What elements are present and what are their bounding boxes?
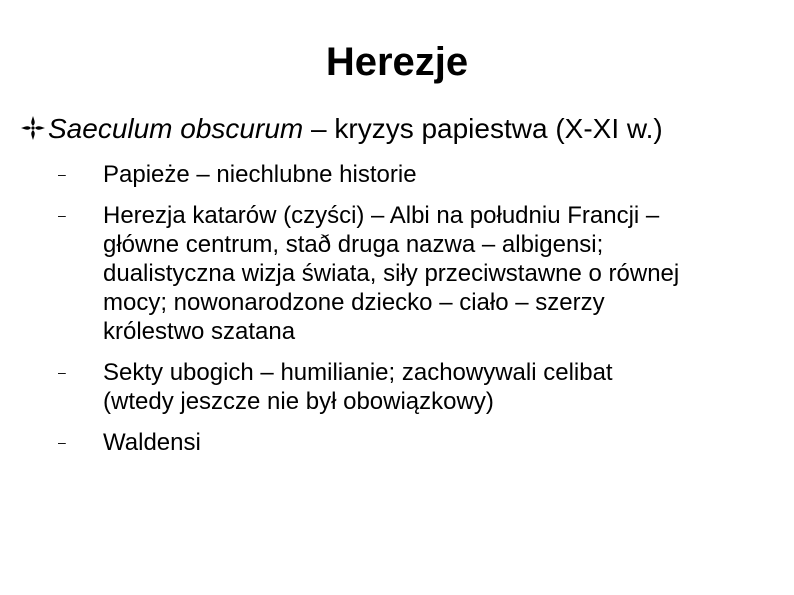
sub-bullet-dash: – — [58, 207, 66, 223]
sub-bullet-dash: – — [58, 166, 66, 182]
sub-bullet-line: Herezja katarów (czyści) – Albi na południu Francji – — [103, 202, 660, 229]
diamond-bullet-icon — [20, 115, 46, 141]
sub-bullet-line: dualistyczna wizja świata, siły przeciwstawne o równej — [103, 260, 680, 287]
sub-bullet-item — [0, 201, 794, 346]
sub-bullet-line: Papieże – niechlubne historie — [103, 161, 417, 188]
sub-bullet-line: mocy; nowonarodzone dziecko – ciało – szerzy — [103, 289, 605, 316]
sub-bullet-text — [103, 201, 783, 346]
sub-bullet-line: główne centrum, stað druga nazwa – albigensi; — [103, 231, 604, 258]
sub-bullet-item — [0, 428, 794, 457]
slide-title: Herezje — [325, 40, 469, 84]
main-bullet-text: – kryzys papiestwa (X-XI w.) — [303, 113, 663, 144]
main-bullet-italic-text: Saeculum obscurum — [48, 113, 304, 144]
sub-bullet-item — [0, 160, 794, 189]
sub-bullet-dash: – — [58, 364, 66, 380]
sub-bullet-line: Waldensi — [103, 429, 201, 456]
sub-bullet-text — [103, 160, 783, 189]
sub-bullet-text — [103, 428, 783, 457]
sub-bullet-text — [103, 358, 783, 416]
sub-bullet-dash: – — [58, 434, 66, 450]
sub-bullet-line: (wtedy jeszcze nie był obowiązkowy) — [103, 388, 494, 415]
sub-bullet-line: królestwo szatana — [103, 318, 296, 345]
sub-bullet-list — [0, 160, 794, 457]
sub-bullet-line: Sekty ubogich – humilianie; zachowywali celibat — [103, 359, 613, 386]
sub-bullet-item — [0, 358, 794, 416]
main-bullet — [20, 112, 780, 146]
